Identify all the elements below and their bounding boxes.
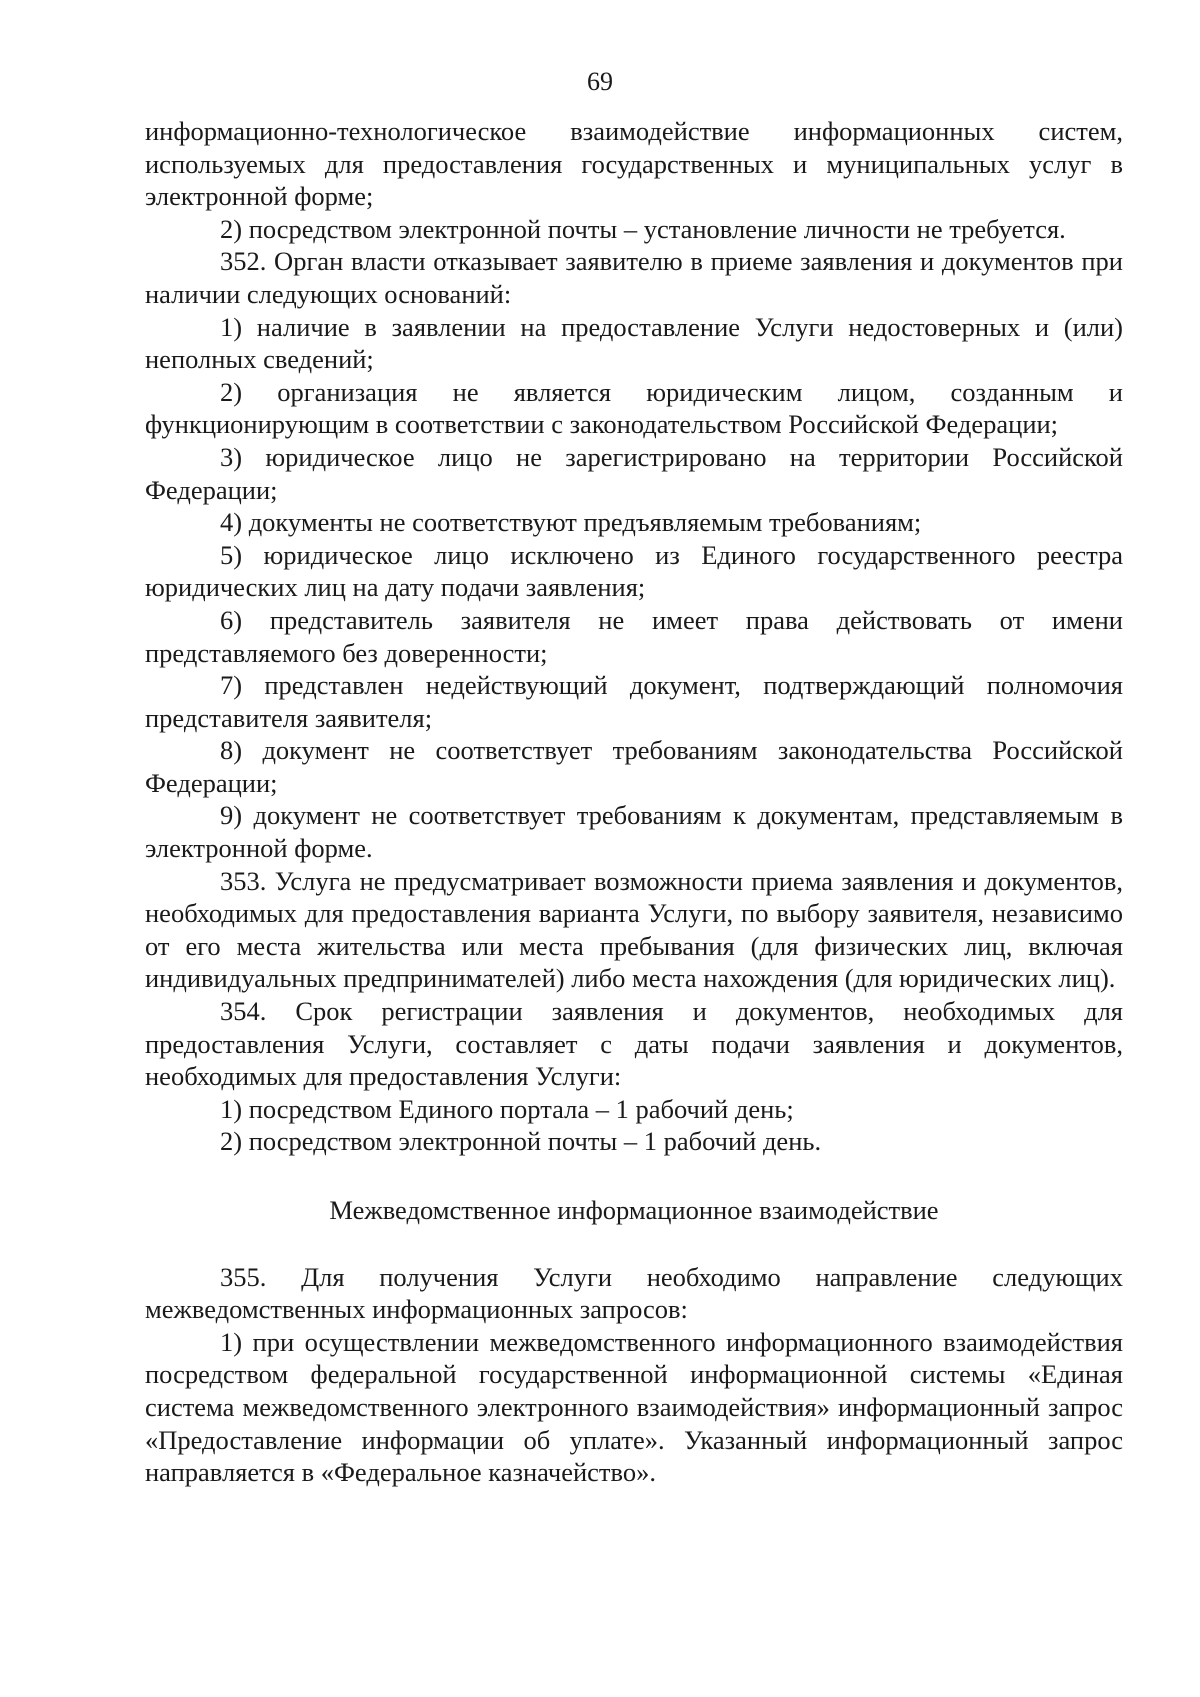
list-item-4: 4) документы не соответствуют предъявляемым требованиям;	[220, 507, 922, 538]
list-item-2-email: 2) посредством электронной почты – установление личности не требуется.	[220, 213, 1066, 244]
request-item-1: 1) при осуществлении межведомственного информационного взаимодействия посредством федеральной государственной информационной системы «Единая система межведомственного электронного взаимодействия» информационный запрос «Предоставление информации об уплате». Указанный информационный запрос направляется в «Федеральное казначейство».	[145, 1326, 1123, 1488]
clause-355: 355. Для получения Услуги необходимо направление следующих межведомственных информационных запросов:	[145, 1261, 1123, 1325]
list-item-1: 1) наличие в заявлении на предоставление Услуги недостоверных и (или) неполных сведений;	[145, 311, 1123, 375]
list-item-9: 9) документ не соответствует требованиям к документам, представляемым в электронной форме.	[145, 800, 1123, 864]
document-body	[145, 115, 1123, 1489]
list-item-3: 3) юридическое лицо не зарегистрировано на территории Российской Федерации;	[145, 441, 1123, 505]
section-heading: Межведомственное информационное взаимодействие	[329, 1195, 939, 1225]
list-item-2: 2) организация не является юридическим лицом, созданным и функционирующим в соответствии с законодательством Российской Федерации;	[145, 376, 1123, 440]
paragraph-continuation: информационно-технологическое взаимодействие информационных систем, используемых для предоставления государственных и муниципальных услуг в электронной форме;	[145, 116, 1123, 212]
list-item-5: 5) юридическое лицо исключено из Единого государственного реестра юридических лиц на дату подачи заявления;	[145, 539, 1123, 603]
clause-354: 354. Срок регистрации заявления и документов, необходимых для предоставления Услуги, составляет с даты подачи заявления и документов, необходимых для предоставления Услуги:	[145, 996, 1123, 1092]
term-item-1: 1) посредством Единого портала – 1 рабочий день;	[220, 1093, 794, 1124]
list-item-7: 7) представлен недействующий документ, подтверждающий полномочия представителя заявителя;	[145, 670, 1123, 733]
term-item-2: 2) посредством электронной почты – 1 рабочий день.	[220, 1126, 822, 1157]
clause-353: 353. Услуга не предусматривает возможности приема заявления и документов, необходимых для предоставления варианта Услуги, по выбору заявителя, независимо от его места жительства или места пребывания (для физических лиц, включая индивидуальных предпринимателей) либо места нахождения (для юридических лиц).	[145, 865, 1123, 994]
list-item-8: 8) документ не соответствует требованиям законодательства Российской Федерации;	[145, 735, 1123, 798]
page-number: 69	[587, 67, 613, 96]
list-item-6: 6) представитель заявителя не имеет права действовать от имени представляемого без доверенности;	[145, 604, 1123, 668]
clause-352: 352. Орган власти отказывает заявителю в приеме заявления и документов при наличии следующих оснований:	[145, 246, 1123, 309]
